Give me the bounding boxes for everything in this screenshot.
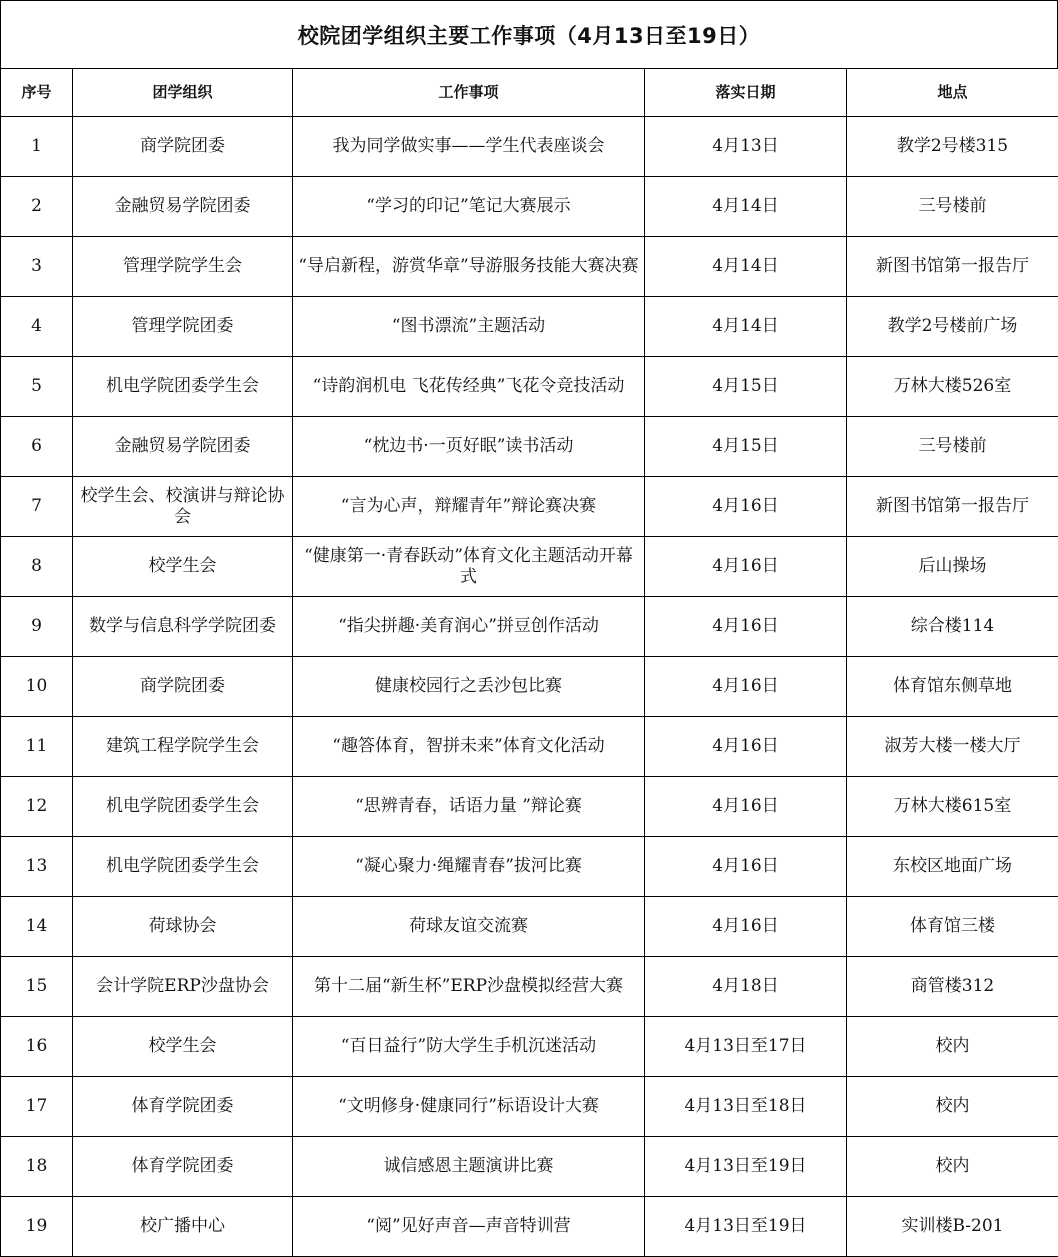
cell-task: “健康第一·青春跃动”体育文化主题活动开幕式 <box>293 537 645 597</box>
cell-place: 综合楼114 <box>847 597 1058 657</box>
cell-org: 管理学院学生会 <box>73 237 293 297</box>
cell-no: 4 <box>1 297 73 357</box>
cell-org: 校学生会 <box>73 1017 293 1077</box>
cell-no: 3 <box>1 237 73 297</box>
table-row <box>1 957 1058 1017</box>
cell-task: “阅”见好声音—声音特训营 <box>293 1197 645 1257</box>
cell-place: 三号楼前 <box>847 417 1058 477</box>
cell-no: 12 <box>1 777 73 837</box>
cell-org: 体育学院团委 <box>73 1077 293 1137</box>
header-date: 落实日期 <box>645 69 847 117</box>
cell-org: 机电学院团委学生会 <box>73 777 293 837</box>
cell-date: 4月14日 <box>645 297 847 357</box>
cell-no: 17 <box>1 1077 73 1137</box>
table-row <box>1 717 1058 777</box>
table-row <box>1 837 1058 897</box>
table-row <box>1 1017 1058 1077</box>
cell-task: “凝心聚力·绳耀青春”拔河比赛 <box>293 837 645 897</box>
cell-no: 9 <box>1 597 73 657</box>
page-title: 校院团学组织主要工作事项（4月13日至19日） <box>297 23 761 48</box>
cell-org: 校学生会、校演讲与辩论协会 <box>73 477 293 537</box>
cell-no: 6 <box>1 417 73 477</box>
cell-task: 荷球友谊交流赛 <box>293 897 645 957</box>
cell-no: 18 <box>1 1137 73 1197</box>
cell-date: 4月14日 <box>645 177 847 237</box>
cell-place: 教学2号楼前广场 <box>847 297 1058 357</box>
table-row <box>1 417 1058 477</box>
cell-date: 4月13日至17日 <box>645 1017 847 1077</box>
cell-place: 后山操场 <box>847 537 1058 597</box>
cell-place: 校内 <box>847 1077 1058 1137</box>
cell-no: 14 <box>1 897 73 957</box>
table-row <box>1 357 1058 417</box>
cell-org: 数学与信息科学学院团委 <box>73 597 293 657</box>
cell-date: 4月16日 <box>645 837 847 897</box>
cell-no: 2 <box>1 177 73 237</box>
cell-org: 校学生会 <box>73 537 293 597</box>
table-row <box>1 477 1058 537</box>
cell-task: 诚信感恩主题演讲比赛 <box>293 1137 645 1197</box>
cell-task: “指尖拼趣·美育润心”拼豆创作活动 <box>293 597 645 657</box>
cell-org: 商学院团委 <box>73 117 293 177</box>
cell-place: 淑芳大楼一楼大厅 <box>847 717 1058 777</box>
cell-task: 第十二届“新生杯”ERP沙盘模拟经营大赛 <box>293 957 645 1017</box>
cell-org: 建筑工程学院学生会 <box>73 717 293 777</box>
cell-org: 商学院团委 <box>73 657 293 717</box>
cell-task: 我为同学做实事——学生代表座谈会 <box>293 117 645 177</box>
table-row <box>1 117 1058 177</box>
cell-date: 4月16日 <box>645 537 847 597</box>
cell-no: 19 <box>1 1197 73 1257</box>
cell-no: 13 <box>1 837 73 897</box>
cell-place: 体育馆东侧草地 <box>847 657 1058 717</box>
cell-no: 15 <box>1 957 73 1017</box>
cell-place: 三号楼前 <box>847 177 1058 237</box>
cell-org: 会计学院ERP沙盘协会 <box>73 957 293 1017</box>
cell-place: 商管楼312 <box>847 957 1058 1017</box>
cell-org: 机电学院团委学生会 <box>73 837 293 897</box>
cell-org: 管理学院团委 <box>73 297 293 357</box>
cell-org: 金融贸易学院团委 <box>73 417 293 477</box>
cell-task: “导启新程，游赏华章”导游服务技能大赛决赛 <box>293 237 645 297</box>
cell-place: 校内 <box>847 1137 1058 1197</box>
cell-date: 4月14日 <box>645 237 847 297</box>
cell-task: “枕边书·一页好眠”读书活动 <box>293 417 645 477</box>
table-row <box>1 237 1058 297</box>
cell-no: 5 <box>1 357 73 417</box>
cell-org: 校广播中心 <box>73 1197 293 1257</box>
header-org: 团学组织 <box>73 69 293 117</box>
cell-place: 新图书馆第一报告厅 <box>847 237 1058 297</box>
header-row <box>1 69 1058 117</box>
table-row <box>1 1077 1058 1137</box>
table-row <box>1 897 1058 957</box>
cell-date: 4月16日 <box>645 477 847 537</box>
header-task: 工作事项 <box>293 69 645 117</box>
cell-task: “图书漂流”主题活动 <box>293 297 645 357</box>
cell-task: “趣答体育，智拼未来”体育文化活动 <box>293 717 645 777</box>
cell-task: “百日益行”防大学生手机沉迷活动 <box>293 1017 645 1077</box>
cell-org: 机电学院团委学生会 <box>73 357 293 417</box>
cell-org: 金融贸易学院团委 <box>73 177 293 237</box>
schedule-table <box>0 68 1058 1257</box>
cell-place: 体育馆三楼 <box>847 897 1058 957</box>
cell-task: “诗韵润机电 飞花传经典”飞花令竞技活动 <box>293 357 645 417</box>
cell-date: 4月15日 <box>645 417 847 477</box>
table-row <box>1 657 1058 717</box>
cell-place: 校内 <box>847 1017 1058 1077</box>
cell-date: 4月13日 <box>645 117 847 177</box>
cell-no: 10 <box>1 657 73 717</box>
cell-date: 4月18日 <box>645 957 847 1017</box>
cell-date: 4月16日 <box>645 777 847 837</box>
cell-date: 4月15日 <box>645 357 847 417</box>
cell-place: 新图书馆第一报告厅 <box>847 477 1058 537</box>
cell-place: 万林大楼526室 <box>847 357 1058 417</box>
cell-place: 东校区地面广场 <box>847 837 1058 897</box>
header-place: 地点 <box>847 69 1058 117</box>
table-row <box>1 777 1058 837</box>
table-row <box>1 597 1058 657</box>
cell-place: 教学2号楼315 <box>847 117 1058 177</box>
cell-date: 4月13日至19日 <box>645 1197 847 1257</box>
cell-no: 1 <box>1 117 73 177</box>
cell-task: “学习的印记”笔记大赛展示 <box>293 177 645 237</box>
cell-task: 健康校园行之丢沙包比赛 <box>293 657 645 717</box>
table-row <box>1 537 1058 597</box>
cell-date: 4月16日 <box>645 657 847 717</box>
cell-no: 16 <box>1 1017 73 1077</box>
table-row <box>1 177 1058 237</box>
table-row <box>1 1197 1058 1257</box>
title-bar <box>0 0 1058 68</box>
cell-date: 4月16日 <box>645 597 847 657</box>
header-no: 序号 <box>1 69 73 117</box>
cell-date: 4月16日 <box>645 897 847 957</box>
cell-date: 4月16日 <box>645 717 847 777</box>
cell-date: 4月13日至18日 <box>645 1077 847 1137</box>
cell-no: 7 <box>1 477 73 537</box>
cell-place: 实训楼B-201 <box>847 1197 1058 1257</box>
cell-task: “文明修身·健康同行”标语设计大赛 <box>293 1077 645 1137</box>
cell-org: 体育学院团委 <box>73 1137 293 1197</box>
cell-date: 4月13日至19日 <box>645 1137 847 1197</box>
cell-task: “思辨青春，话语力量 ”辩论赛 <box>293 777 645 837</box>
cell-no: 8 <box>1 537 73 597</box>
cell-org: 荷球协会 <box>73 897 293 957</box>
cell-no: 11 <box>1 717 73 777</box>
cell-place: 万林大楼615室 <box>847 777 1058 837</box>
table-row <box>1 1137 1058 1197</box>
cell-task: “言为心声，辩耀青年”辩论赛决赛 <box>293 477 645 537</box>
table-row <box>1 297 1058 357</box>
